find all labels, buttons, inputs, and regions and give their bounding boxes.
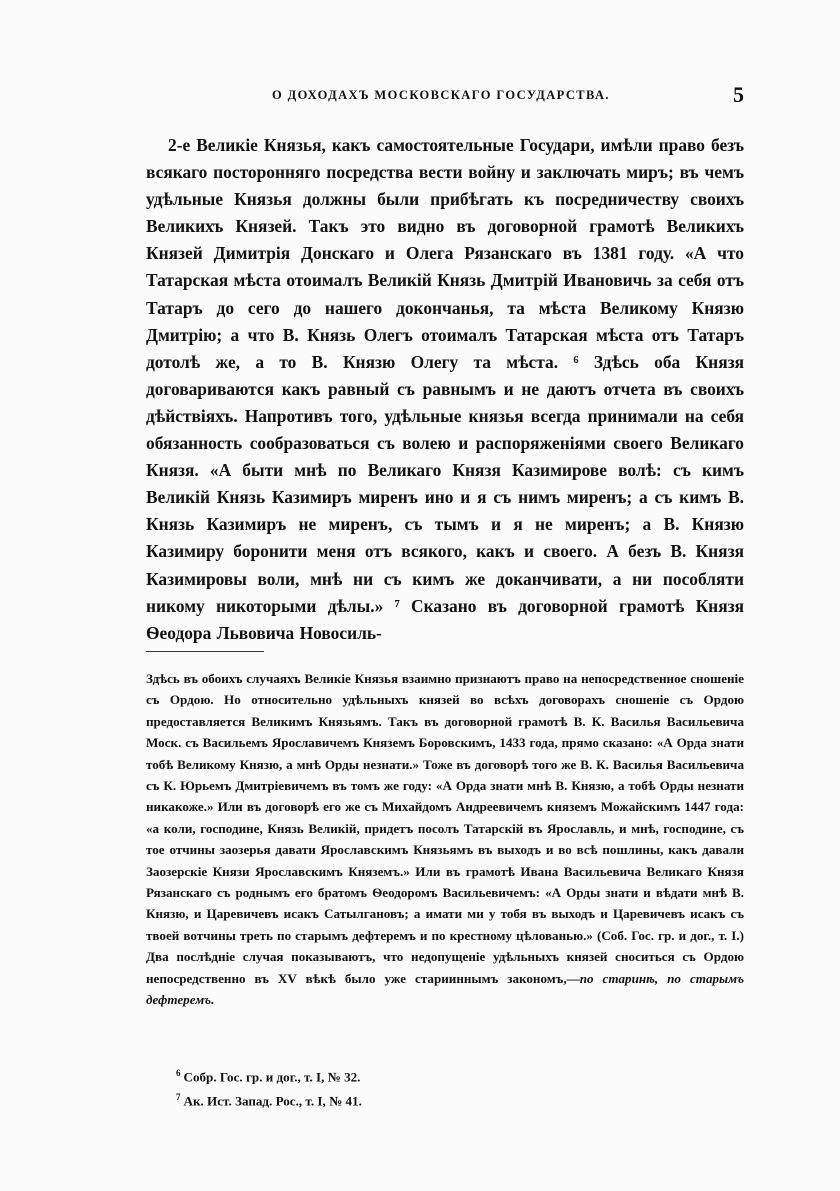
footnote-body: Здѣсь въ обоихъ случаяхъ Великіе Князья взаимно признаютъ право на непосредственное сношеніе съ Ордою. Но относительно удѣльныхъ князей во всѣхъ договорахъ сношеніе съ Ордою предоставляется Великимъ Князьямъ. Такъ въ договорной грамотѣ В. К. Василья Васильевича Моск. съ Васильемъ Ярославичемъ Княземъ Боровскимъ, 1433 года, прямо сказано: «А Орда знати тобѣ Великому Князю, а мнѣ Орды незнати.» Тоже въ договорѣ того же В. К. Василья Васильевича съ К. Юрьемъ Дмитріевичемъ въ томъ же году: «А Орда знати мнѣ В. Князю, а тобѣ Орды незнати никакоже.» Или въ договорѣ его же съ Михайдомъ Андреевичемъ княземъ Можайскимъ 1447 года: «а коли, господине, Князь Великій, придетъ посолъ Татарскій въ Ярославль, и мнѣ, господине, съ тое отчины заозерья давати Ярославскимъ Князьямъ въ выходъ и во всѣ пошлины, какъ давали Заозерскіе Князи Ярославскимъ Княземъ.» Или въ грамотѣ Ивана Васильевича Великаго Князя Рязанскаго съ роднымъ его братомъ Ѳеодоромъ Васильевичемъ: «А Орды знати и вѣдати мнѣ В. Князю, и Царевичевъ исакъ Сатылгановъ; а имати ми у тобя въ выходъ и Царевичевъ исакъ съ твоей вотчины треть по старымъ дефтеремъ и по крестному цѣлованью.» (Соб. Гос. гр. и дог., т. I.) Два послѣдніе случая показываютъ, что недопущеніе удѣльныхъ князей сноситься съ Ордою непосредственно въ XV вѣкѣ было уже старииннымъ закономъ,— xyxy=(146,671,744,986)
main-paragraph: 2-е Великіе Князья, какъ самостоятельные Государи, имѣли право безъ всякаго посторонняго посредства вести войну и заключать миръ; въ чемъ удѣльные Князья должны были прибѣгать къ посредничеству своихъ Великихъ Князей. Такъ это видно въ договорной грамотѣ Великихъ Князей Димитрія Донскаго и Олега Рязанскаго въ 1381 году. «А что Татарская мѣста отоималъ Великій Князь Дмитрій Ивановичь за себя отъ Татаръ до сего до нашего докончанья, та мѣста Великому Князю Дмитрію; а что В. Князь Олегъ отоималъ Татарская мѣста отъ Татаръ дотолѣ же, а то В. Князю Олегу та мѣста. ⁶ Здѣсь оба Князя договариваются какъ равный съ равнымъ и не даютъ отчета въ своихъ дѣйствіяхъ. Напротивъ того, удѣльные князья всегда принимали на себя обязанность сообразоваться съ волею и распоряженіями своего Великаго Князя. «А быти мнѣ по Великаго Князя Казимирове волѣ: съ кимъ Великій Князь Казимиръ миренъ ино и я съ нимъ миренъ; а съ кимъ В. Князь Казимиръ не миренъ, съ тымъ и я не миренъ; а В. Князю Казимиру боронити меня отъ всякого, какъ и своего. А безъ В. Князя Казимировы воли, мнѣ ни съ кимъ же доканчивати, а ни пособляти никому никоторыми дѣлы.» ⁷ Сказано въ договорной грамотѣ Князя Ѳеодора Львовича Новосиль- xyxy=(146,135,744,643)
footnote-separator xyxy=(146,651,264,652)
running-head: О ДОХОДАХЪ МОСКОВСКАГО ГОСУДАРСТВА. xyxy=(272,88,610,102)
reference-note xyxy=(176,1087,736,1111)
note-number: 7 xyxy=(176,1092,181,1103)
page-header xyxy=(132,82,744,110)
note-number: 6 xyxy=(176,1068,181,1078)
note-text: Собр. Гос. гр. и дог., т. I, № 32. xyxy=(183,1069,361,1085)
reference-notes xyxy=(176,1063,736,1112)
footnote-emphasis: по старинѣ, по старымъ дефтеремъ. xyxy=(146,970,744,1008)
reference-note xyxy=(176,1063,736,1087)
footnote-text xyxy=(146,668,744,1011)
note-text: Ак. Ист. Запад. Рос., т. I, № 41. xyxy=(183,1093,362,1109)
page-number: 5 xyxy=(733,82,744,107)
